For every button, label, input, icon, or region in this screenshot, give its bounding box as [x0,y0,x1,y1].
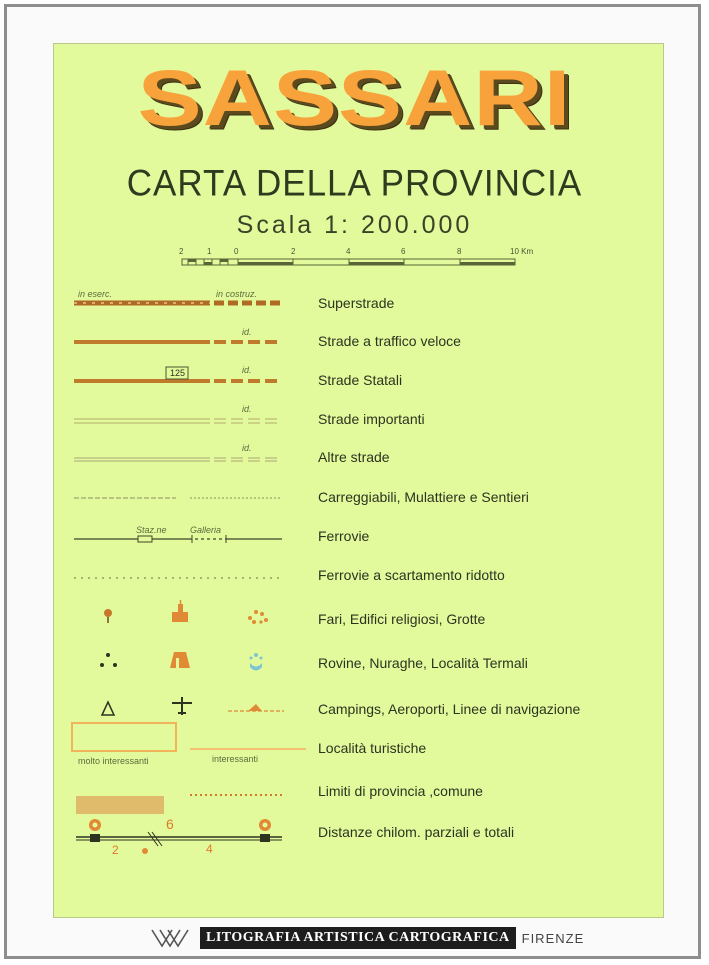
publisher-name: LITOGRAFIA ARTISTICA CARTOGRAFICA [200,927,516,949]
scale-tick: 10 Km [510,247,534,256]
publisher-logo-icon [150,926,194,950]
legend-label-campings: Campings, Aeroporti, Linee di navigazione [318,701,581,717]
legend-label-strade-importanti: Strade importanti [318,411,425,427]
legend-label-superstrade: Superstrade [318,295,395,311]
legend-label-ferrovie-ridotto: Ferrovie a scartamento ridotto [318,567,505,583]
map-subtitle: CARTA DELLA PROVINCIA [126,163,583,204]
legend-label-limiti: Limiti di provincia ,comune [318,783,483,799]
legend-label-carreggiabili: Carreggiabili, Mulattiere e Sentieri [318,489,529,505]
note-id: id. [242,404,252,414]
note-id: id. [242,327,252,337]
navigazione-symbol [228,704,284,711]
note-galleria: Galleria [190,525,222,535]
nuraghe-symbol [170,652,190,668]
note-id: id. [242,443,252,453]
distance-label: 2 [112,843,119,857]
publisher-city: FIRENZE [521,930,585,946]
camping-symbol [102,702,114,715]
scale-tick: 6 [401,247,406,256]
scale-tick: 8 [457,247,462,256]
legend-label-altre-strade: Altre strade [318,449,390,465]
fari-symbol [104,609,112,623]
road-number-label: 125 [170,368,186,378]
localita-turistiche-symbol [72,723,306,751]
legend-label-strade-veloce: Strade a traffico veloce [318,333,461,349]
grotte-symbol [248,610,268,624]
note-in-eserc: in eserc. [78,289,113,299]
distance-partial: 6 [166,816,174,832]
altre-strade-symbol [74,458,282,461]
localita-termali-symbol [250,653,263,671]
legend-label-strade-statali: Strade Statali [318,372,403,388]
scale-tick: 2 [291,247,296,256]
map-title: SASSARI [137,54,572,143]
distanze-symbol [76,819,282,854]
note-molto-interessanti: molto interessanti [78,756,149,766]
scale-tick: 0 [234,247,239,256]
note-in-costruz: in costruz. [216,289,258,299]
scale-tick: 2 [179,247,184,256]
note-id: id. [242,365,252,375]
scale-tick: 4 [346,247,351,256]
publisher-footer [150,925,584,951]
legend-label-ferrovie: Ferrovie [318,528,370,544]
scale-tick: 1 [207,247,212,256]
ferrovie-symbol [74,535,282,543]
note-interessanti: interessanti [212,754,259,764]
distance-label: 4 [206,842,213,856]
aeroporto-symbol [172,697,192,715]
note-stazione: Staz.ne [136,525,167,535]
limiti-symbol [76,795,282,814]
rovine-symbol [100,653,117,667]
legend-label-localita-turistiche: Località turistiche [318,740,427,756]
legend-label-distanze: Distanze chilom. parziali e totali [318,824,515,840]
legend-label-fari: Fari, Edifici religiosi, Grotte [318,611,486,627]
edifici-religiosi-symbol [172,600,188,622]
strade-importanti-symbol [74,419,282,423]
scale-text: Scala 1: 200.000 [236,211,473,239]
legend-label-rovine: Rovine, Nuraghe, Località Termali [318,655,528,671]
